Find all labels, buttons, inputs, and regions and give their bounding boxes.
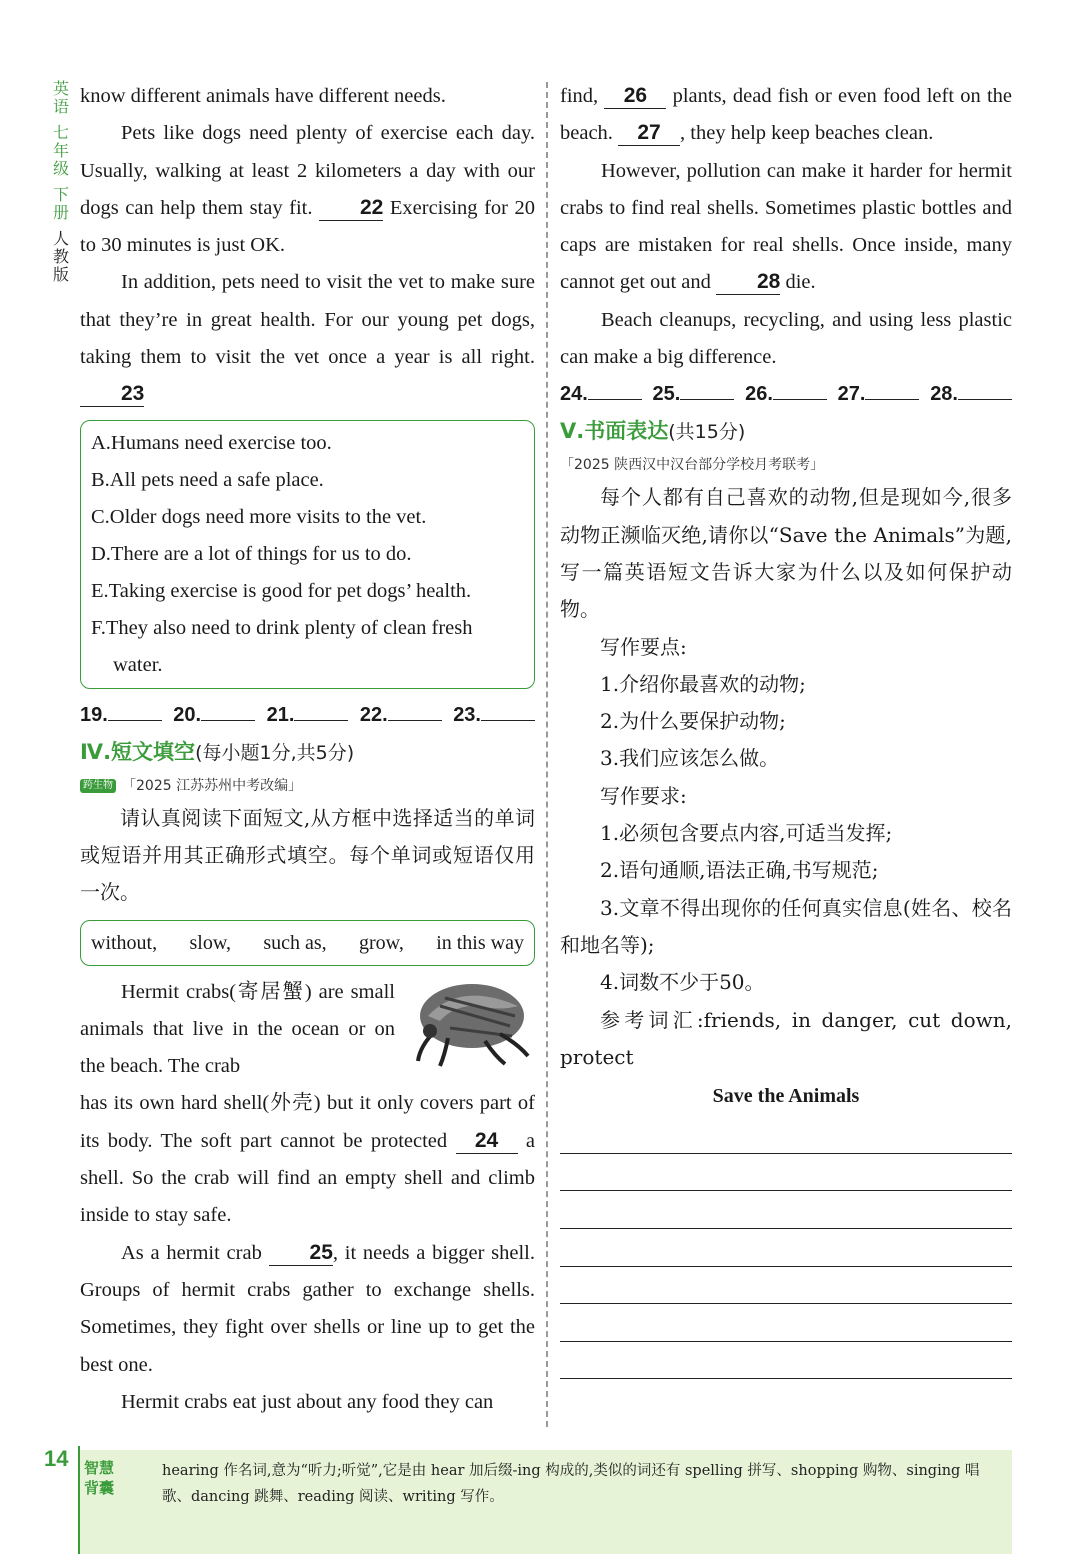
option-b: B.All pets need a safe place. — [91, 468, 324, 491]
tip-label: 智慧背囊 — [83, 1459, 114, 1497]
page-number: 14 — [44, 1446, 69, 1471]
column-divider — [546, 82, 548, 1427]
blank-24[interactable]: 24 — [456, 1129, 518, 1154]
passage-paragraph: As a hermit crab 25, it needs a bigger shell. Groups of hermit crabs gather to exchange shells. Sometimes, they fight over shells or line up to get the best one. — [80, 1240, 535, 1376]
sidebar-label — [50, 80, 72, 284]
answer-25[interactable]: 25. — [653, 376, 735, 412]
word-option: without, — [91, 931, 158, 954]
reference-vocabulary: 参考词汇:friends, in danger, cut down, protect — [560, 1007, 1012, 1069]
point-item: 2.为什么要保护动物; — [600, 709, 786, 734]
word-option: in this way — [436, 931, 524, 954]
source-4: 跨生物 「2025 江苏苏州中考改编」 — [80, 772, 535, 800]
instructions-4: 请认真阅读下面短文,从方框中选择适当的单词或短语并用其正确形式填空。每个单词或短语仅用一次。 — [80, 805, 535, 905]
requirements-title: 写作要求: — [600, 783, 687, 808]
option-e: E.Taking exercise is good for pet dogs’ health. — [91, 579, 472, 602]
answer-26[interactable]: 26. — [745, 376, 827, 412]
grade-label: 七年级 — [52, 123, 69, 178]
requirement-item: 2.语句通顺,语法正确,书写规范; — [600, 858, 879, 883]
passage-paragraph: has its own hard shell(外壳) but it only covers part of its body. The soft part cannot be protected 24 a shell. So the crab will find an empty shell and climb inside to stay safe. — [80, 1092, 536, 1227]
tip-box — [78, 1450, 1012, 1554]
left-column — [80, 78, 535, 1421]
point-item: 3.我们应该怎么做。 — [600, 746, 780, 771]
blank-27[interactable]: 27 — [618, 121, 680, 146]
blank-26[interactable]: 26 — [604, 84, 666, 109]
passage-paragraph: Hermit crabs(寄居蟹) are small animals that live in the ocean or on the beach. The crab — [80, 980, 395, 1078]
writing-line[interactable] — [560, 1267, 1012, 1305]
passage-paragraph: Beach cleanups, recycling, and using less plastic can make a big difference. — [560, 308, 1012, 369]
cross-subject-tag: 跨生物 — [80, 779, 116, 793]
writing-line[interactable] — [560, 1116, 1012, 1154]
blank-22[interactable]: 22 — [319, 196, 383, 221]
writing-area[interactable] — [560, 1116, 1012, 1379]
options-box — [80, 420, 535, 689]
passage-paragraph: Hermit crabs eat just about any food they can — [121, 1390, 494, 1413]
word-box — [80, 920, 535, 966]
section-5-heading: Ⅴ.书面表达(共15分) — [560, 419, 746, 444]
answer-row-24-28 — [560, 376, 1012, 412]
answer-22[interactable]: 22. — [360, 697, 442, 733]
hermit-crab-block — [80, 974, 535, 1086]
blank-28[interactable]: 28 — [716, 270, 780, 295]
edition-label: 人教版 — [52, 229, 69, 284]
answer-19[interactable]: 19. — [80, 697, 162, 733]
writing-line[interactable] — [560, 1229, 1012, 1267]
option-f: F.They also need to drink plenty of clean fresh water. — [91, 616, 473, 676]
passage-paragraph: find, 26 plants, dead fish or even food left on the beach. 27 , they help keep beaches clean. — [560, 84, 1013, 145]
points-title: 写作要点: — [600, 634, 687, 659]
passage-paragraph: In addition, pets need to visit the vet to make sure that they’re in great health. For our young pet dogs, taking them to visit the vet once a year is all right. 23 — [80, 271, 535, 406]
requirement-item: 3.文章不得出现你的任何真实信息(姓名、校名和地名等); — [560, 895, 1012, 957]
essay-title: Save the Animals — [712, 1085, 860, 1108]
requirement-item: 1.必须包含要点内容,可适当发挥; — [600, 821, 893, 846]
tip-accent-bar — [78, 1446, 80, 1554]
answer-21[interactable]: 21. — [267, 697, 349, 733]
right-column — [560, 78, 1012, 1379]
volume-label: 下册 — [52, 185, 69, 222]
point-item: 1.介绍你最喜欢的动物; — [600, 671, 806, 696]
option-a: A.Humans need exercise too. — [91, 431, 332, 454]
answer-24[interactable]: 24. — [560, 376, 642, 412]
writing-line[interactable] — [560, 1304, 1012, 1342]
word-option: slow, — [189, 931, 231, 954]
requirement-item: 4.词数不少于50。 — [600, 970, 765, 995]
answer-28[interactable]: 28. — [930, 376, 1012, 412]
hermit-crab-image — [400, 976, 535, 1071]
option-c: C.Older dogs need more visits to the vet. — [91, 505, 427, 528]
section-4-heading: Ⅳ.短文填空(每小题1分,共5分) — [80, 739, 355, 764]
answer-23[interactable]: 23. — [453, 697, 535, 733]
answer-row-19-23 — [80, 697, 535, 733]
answer-27[interactable]: 27. — [838, 376, 920, 412]
source-5: 「2025 陕西汉中汉台部分学校月考联考」 — [560, 457, 825, 474]
answer-20[interactable]: 20. — [173, 697, 255, 733]
blank-23[interactable]: 23 — [80, 382, 144, 407]
word-option: grow, — [359, 931, 404, 954]
tip-text: hearing 作名词,意为“听力;听觉”,它是由 hear 加后缀-ing 构成的,类似的词还有 spelling 拼写、shopping 购物、singing 唱歌、dancing 跳舞、reading 阅读、writing 写作。 — [162, 1463, 980, 1505]
subject-label: 英语 — [52, 79, 69, 116]
writing-line[interactable] — [560, 1154, 1012, 1192]
passage-paragraph: Pets like dogs need plenty of exercise each day. Usually, walking at least 2 kilometers a day with our dogs can help them stay fit. 22 Exercising for 20 to 30 minutes is just OK. — [80, 122, 536, 257]
passage-paragraph: However, pollution can make it harder for hermit crabs to find real shells. Sometimes plastic bottles and caps are mistaken for real shells. Once inside, many cannot get out and 28 die. — [560, 159, 1012, 294]
option-d: D.There are a lot of things for us to do. — [91, 542, 412, 565]
blank-25[interactable]: 25 — [269, 1241, 333, 1266]
writing-line[interactable] — [560, 1342, 1012, 1380]
passage-line: know different animals have different needs. — [80, 85, 446, 107]
writing-prompt: 每个人都有自己喜欢的动物,但是现如今,很多动物正濒临灭绝,请你以“Save the Animals”为题,写一篇英语短文告诉大家为什么以及如何保护动物。 — [560, 485, 1012, 622]
writing-line[interactable] — [560, 1191, 1012, 1229]
word-option: such as, — [263, 931, 327, 954]
